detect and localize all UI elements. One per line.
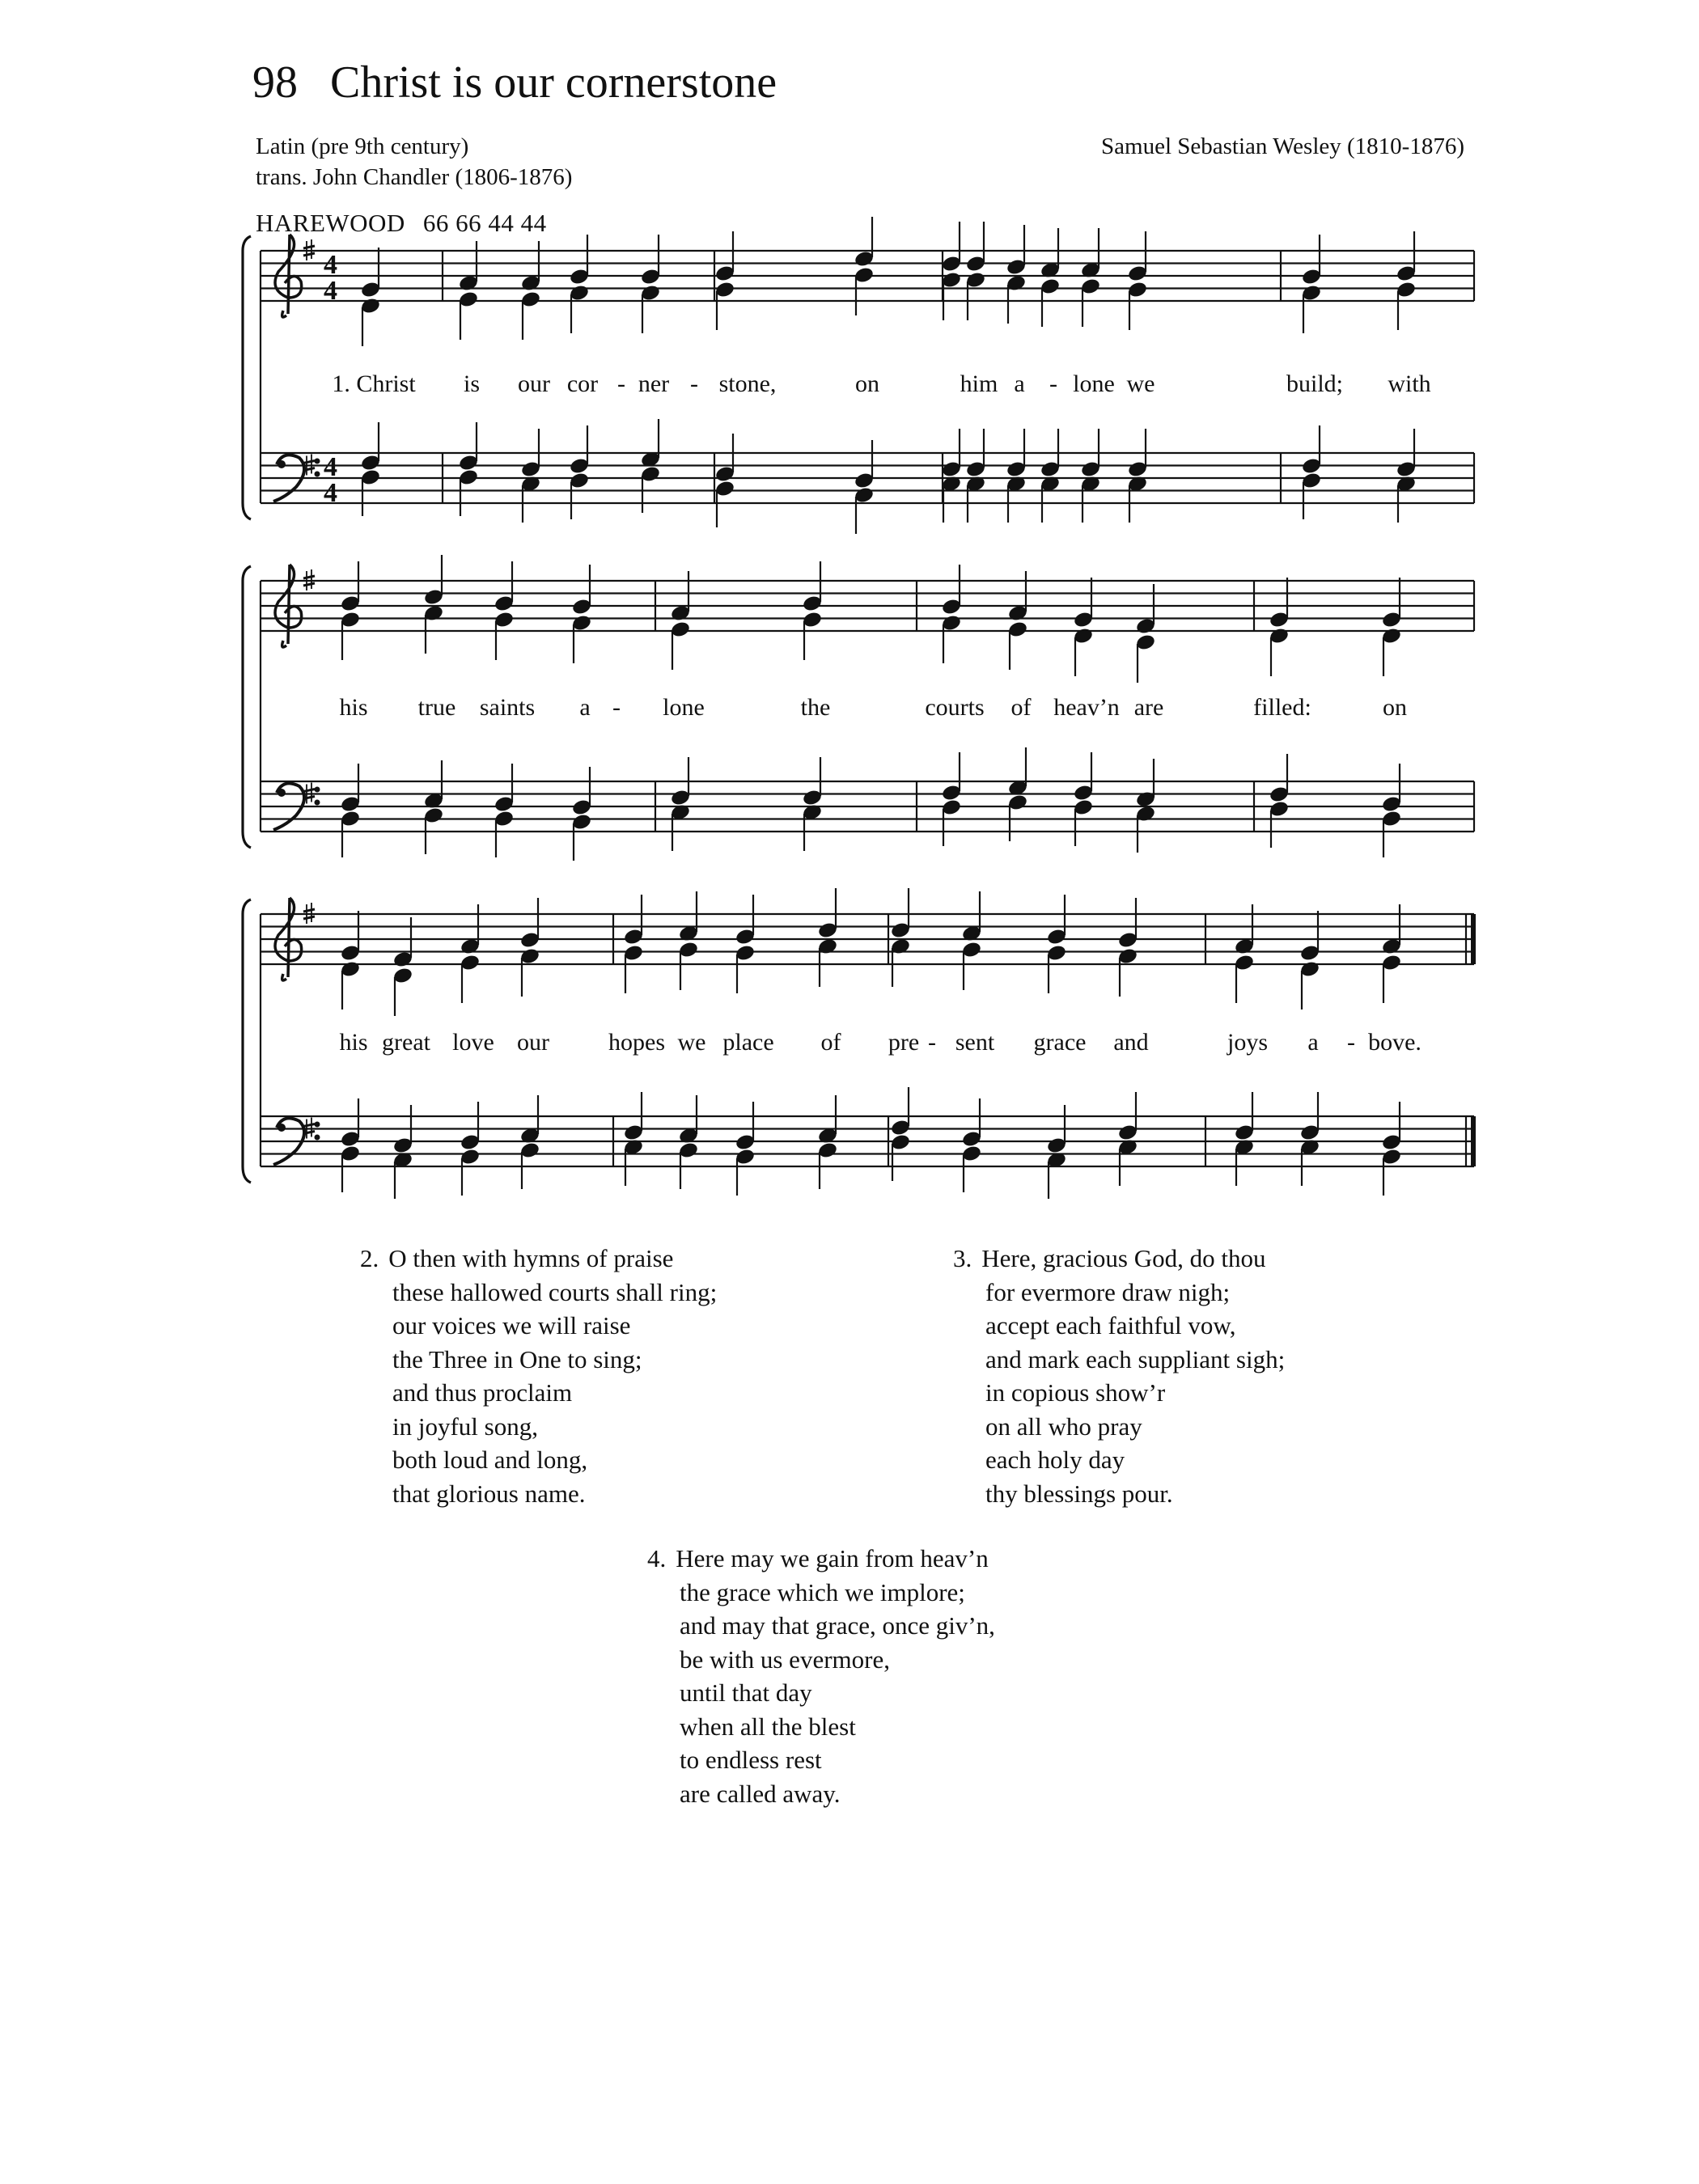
lyric-syllable: true — [417, 694, 456, 721]
bass-clef-dot — [315, 1135, 320, 1141]
time-signature: 4 — [324, 452, 337, 482]
lyric-syllable: cor — [566, 370, 599, 397]
lyric-syllable: and — [1113, 1029, 1149, 1056]
verse-line: on all who pray — [985, 1412, 1142, 1441]
words-source: Latin (pre 9th century) — [256, 133, 469, 159]
lyrics-system-3 — [0, 1029, 1699, 1061]
bass-clef-dot — [278, 789, 286, 797]
bass-clef-dot — [315, 800, 320, 806]
verse-line: both loud and long, — [392, 1445, 588, 1474]
verse-line: these hallowed courts shall ring; — [392, 1277, 718, 1306]
tune-name: HAREWOOD — [256, 209, 405, 237]
lyric-syllable: hopes — [608, 1029, 665, 1056]
sharp-icon — [303, 253, 315, 256]
composer: Samuel Sebastian Wesley (1810-1876) — [1101, 133, 1464, 159]
sharp-icon — [303, 1124, 315, 1127]
lyric-syllable: place — [722, 1029, 774, 1056]
verse-line: and mark each suppliant sigh; — [985, 1344, 1286, 1373]
verse-line — [953, 1242, 1285, 1276]
verse-number: 4. — [647, 1544, 667, 1572]
verse-line: when all the blest — [680, 1712, 856, 1741]
lyric-syllable: of — [820, 1029, 841, 1056]
lyric-syllable: lone — [663, 694, 705, 721]
sharp-icon — [303, 576, 315, 578]
lyric-syllable: our — [518, 370, 550, 397]
lyric-syllable: lone — [1073, 370, 1115, 397]
lyric-syllable: him — [960, 370, 998, 397]
tune-meter: 66 66 44 44 — [422, 209, 547, 237]
lyric-syllable: bove. — [1368, 1029, 1421, 1056]
lyric-syllable: is — [463, 370, 481, 397]
sharp-icon — [303, 789, 315, 792]
lyric-syllable: a — [1307, 1029, 1319, 1056]
final-barline — [1471, 914, 1476, 964]
sharp-icon — [303, 246, 315, 248]
lyrics-system-2 — [0, 694, 1699, 726]
lyric-syllable: - — [617, 370, 625, 397]
verse-line: each holy day — [985, 1445, 1125, 1474]
lyric-syllable: - — [1347, 1029, 1355, 1056]
lyric-syllable: the — [800, 694, 831, 721]
verse-line: the Three in One to sing; — [392, 1344, 642, 1373]
lyric-syllable: we — [1126, 370, 1155, 397]
verse-text: Here may we gain from heav’n — [676, 1544, 989, 1572]
lyric-syllable: sent — [955, 1029, 995, 1056]
lyric-syllable: heav’n — [1053, 694, 1120, 721]
sharp-icon — [303, 461, 315, 463]
verse-line: and may that grace, once giv’n, — [680, 1611, 995, 1640]
time-signature: 4 — [324, 276, 337, 306]
bass-clef-dot — [315, 1122, 320, 1128]
lyric-syllable: grace — [1033, 1029, 1087, 1056]
lyric-syllable: saints — [479, 694, 536, 721]
lyric-syllable: build; — [1286, 370, 1344, 397]
lyric-syllable: - — [1049, 370, 1057, 397]
verse-line — [647, 1542, 995, 1576]
lyric-syllable: great — [382, 1029, 430, 1056]
lyric-syllable: of — [1011, 694, 1032, 721]
lyrics-system-1 — [0, 370, 1699, 403]
lyric-syllable: 1. Christ — [332, 370, 416, 397]
lyric-syllable: his — [339, 694, 368, 721]
verse-line: to endless rest — [680, 1746, 822, 1774]
lyric-syllable: pre — [888, 1029, 920, 1056]
verse-line: our voices we will raise — [392, 1311, 631, 1340]
lyric-syllable: a — [579, 694, 591, 721]
lyric-syllable: are — [1133, 694, 1164, 721]
verse-3 — [953, 1242, 1285, 1510]
sharp-icon — [303, 909, 315, 912]
bass-clef-dot — [278, 460, 286, 468]
verse-line: in copious show’r — [985, 1378, 1166, 1407]
lyric-syllable: on — [1383, 694, 1407, 721]
lyric-syllable: - — [612, 694, 621, 721]
lyric-syllable: on — [855, 370, 879, 397]
bass-clef-dot — [315, 787, 320, 793]
verse-line: for evermore draw nigh; — [985, 1277, 1231, 1306]
lyric-syllable: love — [452, 1029, 494, 1056]
final-barline — [1471, 1116, 1476, 1166]
lyric-syllable: our — [517, 1029, 549, 1056]
verse-line: until that day — [680, 1678, 812, 1707]
verse-line: in joyful song, — [392, 1412, 538, 1441]
verse-text: Here, gracious God, do thou — [981, 1244, 1266, 1272]
lyric-syllable: - — [928, 1029, 936, 1056]
lyric-syllable: with — [1388, 370, 1431, 397]
bass-clef-dot — [278, 1124, 286, 1132]
lyric-syllable: joys — [1227, 1029, 1269, 1056]
verse-number: 3. — [953, 1244, 972, 1272]
verse-line — [360, 1242, 717, 1276]
lyric-syllable: courts — [925, 694, 985, 721]
lyric-syllable: ner — [638, 370, 670, 397]
lyric-syllable: his — [339, 1029, 368, 1056]
verse-line: the grace which we implore; — [680, 1577, 965, 1606]
sharp-icon — [303, 916, 315, 919]
verse-4 — [647, 1542, 995, 1810]
verse-line: that glorious name. — [392, 1479, 586, 1508]
verse-line: accept each faithful vow, — [985, 1311, 1236, 1340]
verse-line: thy blessings pour. — [985, 1479, 1173, 1508]
lyric-syllable: filled: — [1253, 694, 1311, 721]
verse-line: be with us evermore, — [680, 1644, 890, 1674]
lyric-syllable: - — [690, 370, 698, 397]
time-signature: 4 — [324, 250, 337, 280]
lyric-syllable: we — [677, 1029, 706, 1056]
translator: trans. John Chandler (1806-1876) — [256, 164, 573, 190]
sharp-icon — [303, 583, 315, 586]
verse-text: O then with hymns of praise — [388, 1244, 674, 1272]
verse-number: 2. — [360, 1244, 379, 1272]
hymn-title: Christ is our cornerstone — [330, 57, 777, 108]
verse-line: and thus proclaim — [392, 1378, 573, 1407]
lyric-syllable: stone, — [718, 370, 777, 397]
verse-2 — [360, 1242, 717, 1510]
lyric-syllable: a — [1014, 370, 1025, 397]
bass-clef-dot — [315, 472, 320, 477]
bass-clef-dot — [315, 459, 320, 464]
verse-line: are called away. — [680, 1779, 841, 1808]
time-signature: 4 — [324, 478, 337, 508]
hymn-number: 98 — [252, 57, 298, 108]
